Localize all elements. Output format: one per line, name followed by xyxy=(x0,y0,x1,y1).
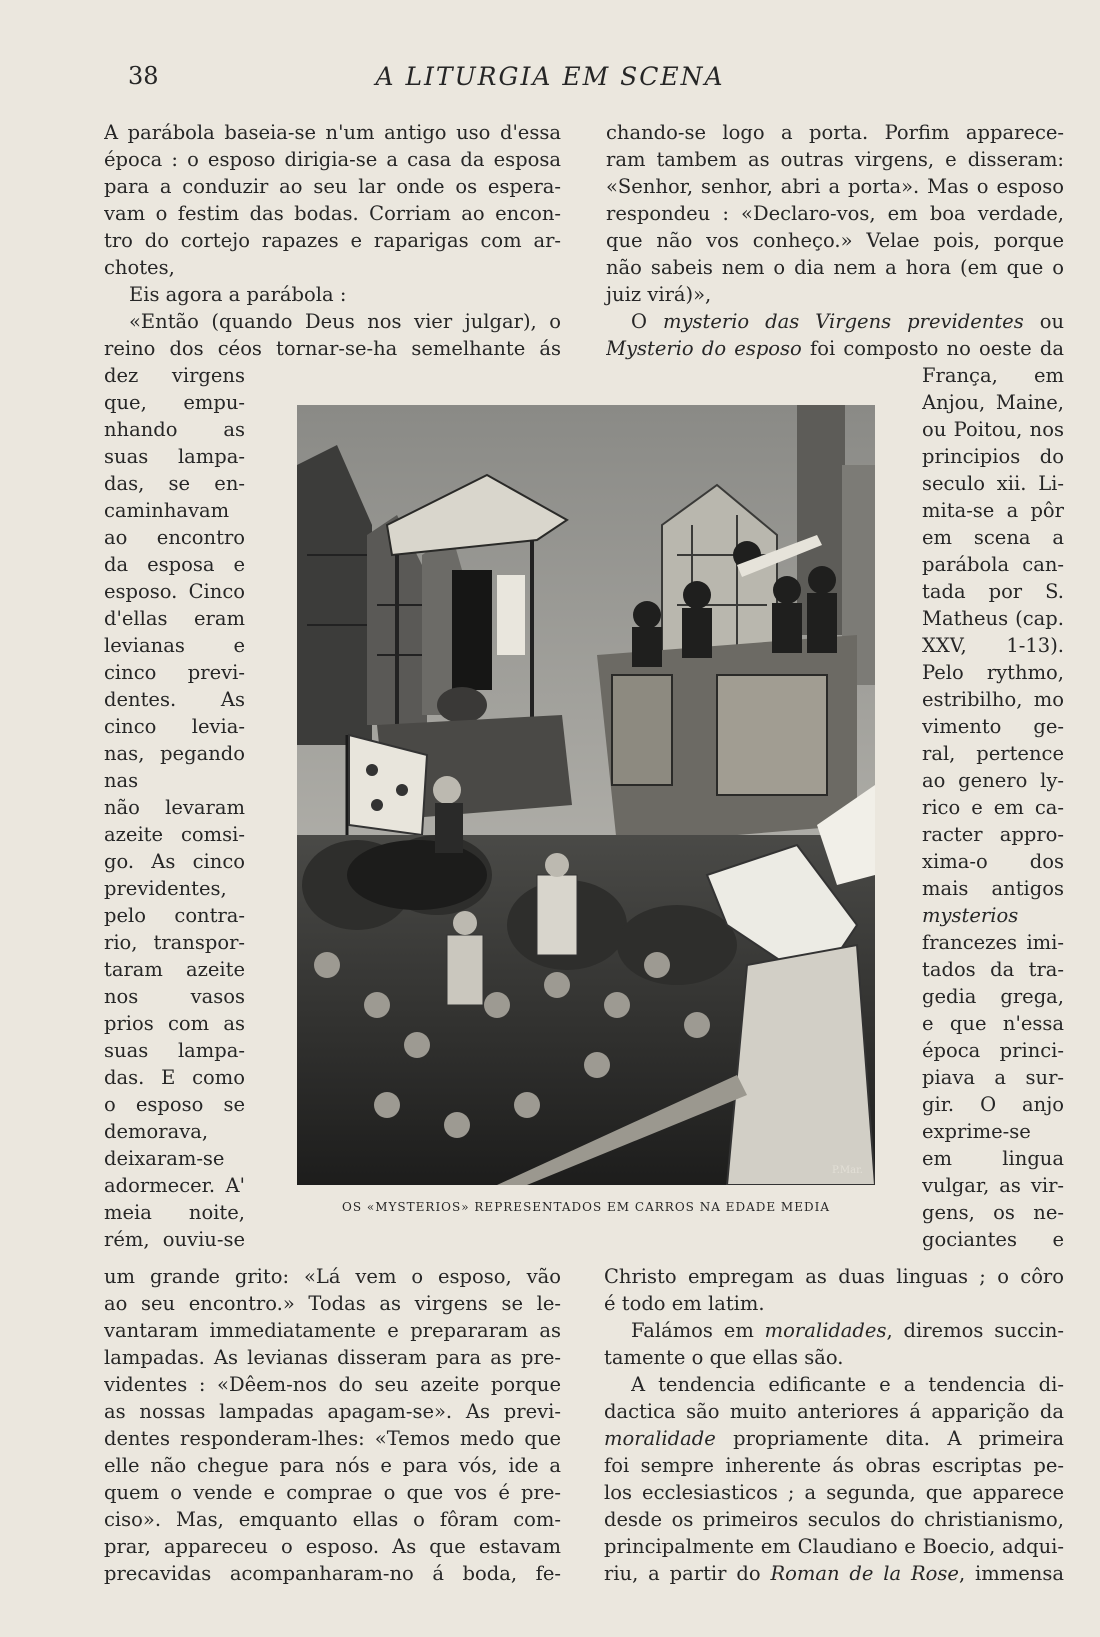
text-line: gedia grega, xyxy=(922,985,1064,1008)
text-line: o esposo se xyxy=(104,1093,245,1116)
text-line: tro do cortejo rapazes e raparigas com ar- xyxy=(104,229,561,252)
text-line: vantaram immediatamente e prepararam as xyxy=(104,1319,561,1342)
text-line: pelo contra- xyxy=(104,904,245,927)
text-line: da esposa e xyxy=(104,553,245,576)
text-line: Anjou, Maine, xyxy=(922,391,1064,414)
text-line: reino dos céos tornar-se-ha semelhante ás xyxy=(104,337,561,360)
text-line: elle não chegue para nós e para vós, ide a xyxy=(104,1454,561,1477)
text-line: taram azeite xyxy=(104,958,245,981)
text-line: vulgar, as vir- xyxy=(922,1174,1064,1197)
text-line: azeite comsi- xyxy=(104,823,245,846)
text-line: lampadas. As levianas disseram para as pre- xyxy=(104,1346,561,1369)
text-line: principalmente em Claudiano e Boecio, adqui- xyxy=(604,1535,1064,1558)
text-line: XXV, 1-13). xyxy=(922,634,1064,657)
text-line: nas xyxy=(104,769,139,792)
text-line: francezes imi- xyxy=(922,931,1064,954)
text-line: racter appro- xyxy=(922,823,1064,846)
text-line: esposo. Cinco xyxy=(104,580,245,603)
text-line: «Senhor, senhor, abri a porta». Mas o esposo xyxy=(606,175,1064,198)
text-line: prios com as xyxy=(104,1012,245,1035)
text-line: mais antigos xyxy=(922,877,1064,900)
text-line: Matheus (cap. xyxy=(922,607,1064,630)
text-line: não sabeis nem o dia nem a hora (em que o xyxy=(606,256,1064,279)
text-line: principios do xyxy=(922,445,1064,468)
text-line: em lingua xyxy=(922,1147,1064,1170)
text-line: moralidade propriamente dita. A primeira xyxy=(604,1427,1064,1450)
text-line: ao seu encontro.» Todas as virgens se le- xyxy=(104,1292,561,1315)
text-line: ram tambem as outras virgens, e disseram: xyxy=(606,148,1064,171)
text-line: prar, appareceu o esposo. As que estavam xyxy=(104,1535,561,1558)
text-line: A parábola baseia-se n'um antigo uso d'essa xyxy=(104,121,561,144)
text-line: foi sempre inherente ás obras escriptas pe- xyxy=(604,1454,1064,1477)
text-line: caminhavam xyxy=(104,499,230,522)
text-line: exprime-se xyxy=(922,1120,1031,1143)
text-line: A tendencia edificante e a tendencia di- xyxy=(631,1373,1064,1396)
text-line: não levaram xyxy=(104,796,245,819)
text-line: go. As cinco xyxy=(104,850,245,873)
text-line: seculo xii. Li- xyxy=(922,472,1064,495)
text-line: O mysterio das Virgens previdentes ou xyxy=(631,310,1064,333)
text-line: d'ellas eram xyxy=(104,607,245,630)
text-line: Christo empregam as duas linguas ; o côro xyxy=(604,1265,1064,1288)
running-title: A LITURGIA EM SCENA xyxy=(375,62,725,91)
text-line: los ecclesiasticos ; a segunda, que apparece xyxy=(604,1481,1064,1504)
text-line: dentes. As xyxy=(104,688,245,711)
text-line: meia noite, xyxy=(104,1201,245,1224)
text-line: parábola can- xyxy=(922,553,1064,576)
text-line: respondeu : «Declaro-vos, em boa verdade, xyxy=(606,202,1064,225)
text-line: desde os primeiros seculos do christianismo, xyxy=(604,1508,1064,1531)
text-line: Mysterio do esposo foi composto no oeste da xyxy=(606,337,1064,360)
text-line: mysterios xyxy=(922,904,1019,927)
text-line: videntes : «Dêem-nos do seu azeite porque xyxy=(104,1373,561,1396)
text-line: gociantes e xyxy=(922,1228,1064,1251)
text-line: precavidas acompanharam-no á boda, fe- xyxy=(104,1562,561,1585)
text-line: dentes responderam-lhes: «Temos medo que xyxy=(104,1427,561,1450)
text-line: rico e em ca- xyxy=(922,796,1064,819)
text-line: chotes, xyxy=(104,256,175,279)
text-line: xima-o dos xyxy=(922,850,1064,873)
text-line: quem o vende e comprae o que vos é pre- xyxy=(104,1481,561,1504)
text-line: das. E como xyxy=(104,1066,245,1089)
text-line: previdentes, xyxy=(104,877,227,900)
text-line: dactica são muito anteriores á apparição da xyxy=(604,1400,1064,1423)
text-line: época princi- xyxy=(922,1039,1064,1062)
illustration-mystery-play-on-wagons xyxy=(297,405,875,1185)
text-line: para a conduzir ao seu lar onde os espera- xyxy=(104,175,561,198)
text-line: nhando as xyxy=(104,418,245,441)
text-line: dez virgens xyxy=(104,364,245,387)
text-line: Pelo rythmo, xyxy=(922,661,1064,684)
text-line: cinco previ- xyxy=(104,661,245,684)
text-line: suas lampa- xyxy=(104,1039,245,1062)
figure-caption: OS «MYSTERIOS» REPRESENTADOS EM CARROS NA EDADE MEDIA xyxy=(342,1200,830,1214)
text-line: tamente o que ellas são. xyxy=(604,1346,844,1369)
text-line: adormecer. A' xyxy=(104,1174,245,1197)
text-line: «Então (quando Deus nos vier julgar), o xyxy=(129,310,561,333)
text-line: que, empu- xyxy=(104,391,245,414)
text-line: um grande grito: «Lá vem o esposo, vão xyxy=(104,1265,561,1288)
artist-signature: P.Mar. xyxy=(832,1165,863,1176)
text-line: rio, transpor- xyxy=(104,931,245,954)
text-line: vimento ge- xyxy=(922,715,1064,738)
text-line: vam o festim das bodas. Corriam ao encon- xyxy=(104,202,561,225)
text-line: ciso». Mas, emquanto ellas o fôram com- xyxy=(104,1508,561,1531)
text-line: que não vos conheço.» Velae pois, porque xyxy=(606,229,1064,252)
text-line: chando-se logo a porta. Porfim apparece- xyxy=(606,121,1064,144)
text-line: rém, ouviu-se xyxy=(104,1228,245,1251)
text-line: e que n'essa xyxy=(922,1012,1064,1035)
text-line: gens, os ne- xyxy=(922,1201,1064,1224)
text-line: piava a sur- xyxy=(922,1066,1064,1089)
text-line: em scena a xyxy=(922,526,1064,549)
text-line: mita-se a pôr xyxy=(922,499,1064,522)
text-line: França, em xyxy=(922,364,1064,387)
text-line: deixaram-se xyxy=(104,1147,225,1170)
text-line: estribilho, mo xyxy=(922,688,1064,711)
text-line: as nossas lampadas apagam-se». As previ- xyxy=(104,1400,561,1423)
text-line: gir. O anjo xyxy=(922,1093,1064,1116)
text-line: ao genero ly- xyxy=(922,769,1064,792)
text-line: tada por S. xyxy=(922,580,1064,603)
text-line: das, se en- xyxy=(104,472,245,495)
text-line: juiz virá)», xyxy=(606,283,712,306)
text-line: levianas e xyxy=(104,634,245,657)
text-line: Eis agora a parábola : xyxy=(129,283,347,306)
text-line: tados da tra- xyxy=(922,958,1064,981)
text-line: riu, a partir do Roman de la Rose, immensa xyxy=(604,1562,1064,1585)
text-line: cinco levia- xyxy=(104,715,245,738)
text-line: ral, pertence xyxy=(922,742,1064,765)
text-line: nos vasos xyxy=(104,985,245,1008)
text-line: é todo em latim. xyxy=(604,1292,765,1315)
text-line: ao encontro xyxy=(104,526,245,549)
text-line: nas, pegando xyxy=(104,742,245,765)
text-line: suas lampa- xyxy=(104,445,245,468)
page-number: 38 xyxy=(128,62,159,90)
text-line: Falámos em moralidades, diremos succin- xyxy=(631,1319,1064,1342)
text-line: demorava, xyxy=(104,1120,209,1143)
illustration-drawing xyxy=(297,405,875,1185)
text-line: ou Poitou, nos xyxy=(922,418,1064,441)
text-line: época : o esposo dirigia-se a casa da esposa xyxy=(104,148,561,171)
